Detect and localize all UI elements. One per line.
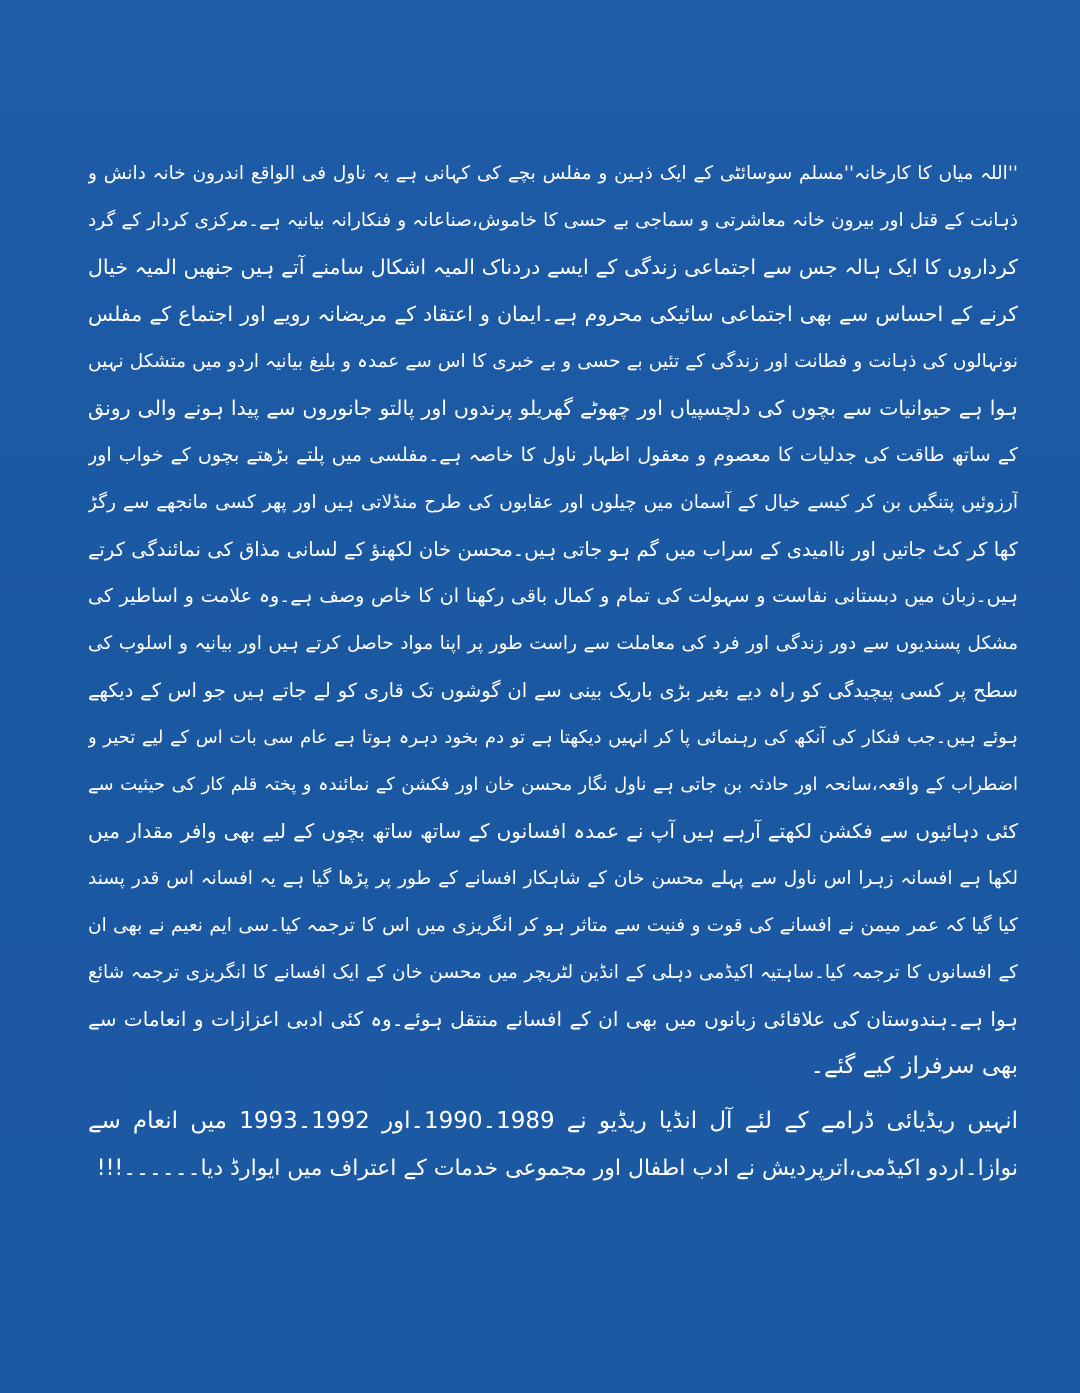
text-line: مشکل پسندیوں سے دور زندگی اور فرد کی معاملت سے راست طور پر اپنا مواد حاصل کرتے ہیں اور بیانیہ و اسلوب کی bbox=[88, 633, 1018, 654]
text-line: کرنے کے احساس سے بھی اجتماعی سائیکی محروم ہے۔ایمان و اعتقاد کے مریضانہ رویے اور اجتماع کے مفلس bbox=[88, 302, 1018, 326]
text-line: کے افسانوں کا ترجمہ کیا۔ساہتیہ اکیڈمی دہلی کے انڈین لٹریچر میں محسن خان کے ایک افسانے کا انگریزی ترجمہ شائع bbox=[88, 962, 1018, 983]
text-line: کھا کر کٹ جاتیں اور ناامیدی کے سراب میں گم ہو جاتی ہیں۔محسن خان لکھنؤ کے لسانی مذاق کی نمائندگی کرتے bbox=[88, 538, 1018, 561]
urdu-text-block bbox=[88, 150, 1018, 1192]
text-line: ہوا ہے حیوانیات سے بچوں کی دلچسپیاں اور چھوٹے گھریلو پرندوں اور پالتو جانوروں سے پیدا ہونے والی رونق bbox=[88, 396, 1018, 420]
text-line: اضطراب کے واقعہ،سانحہ اور حادثہ بن جاتی ہے ناول نگار محسن خان اور فکشن کے نمائندہ و پختہ قلم کار کی حیثیت سے bbox=[88, 774, 1018, 795]
text-line: کرداروں کا ایک ہالہ جس سے اجتماعی زندگی کے ایسے دردناک المیہ اشکال سامنے آتے ہیں جنھیں المیہ خیال bbox=[88, 255, 1018, 279]
text-line: ہوا ہے۔ہندوستان کی علاقائی زبانوں میں بھی ان کے افسانے منتقل ہوئے۔وہ کئی ادبی اعزازات و انعامات سے bbox=[88, 1007, 1018, 1031]
text-line: سطح پر کسی پیچیدگی کو راہ دیے بغیر بڑی باریک بینی سے ان گوشوں تک قاری کو لے جاتے ہیں جو اس کے دیکھے bbox=[88, 679, 1018, 702]
text-line: ذہانت کے قتل اور بیرون خانہ معاشرتی و سماجی بے حسی کا خاموش،صناعانہ و فنکارانہ بیانیہ ہے۔مرکزی کردار کے گرد bbox=[88, 210, 1018, 231]
text-line: کیا گیا کہ عمر میمن نے افسانے کی قوت و فنیت سے متاثر ہو کر انگریزی میں اس کا ترجمہ کیا۔سی ایم نعیم نے بھی ان bbox=[88, 915, 1018, 936]
paragraph-gap bbox=[88, 1090, 1018, 1098]
text-line: کے ساتھ طاقت کی جدلیات کا معصوم و معقول اظہار ناول کا خاصہ ہے۔مفلسی میں پلتے بڑھتے بچوں کے خواب اور bbox=[88, 444, 1018, 466]
text-line: انہیں ریڈیائی ڈرامے کے لئے آل انڈیا ریڈیو نے 1989۔1990۔اور 1992۔1993 میں انعام سے bbox=[88, 1108, 1018, 1134]
text-line: بھی سرفراز کیے گئے۔ bbox=[810, 1053, 1018, 1079]
text-line: نوازا۔اردو اکیڈمی،اترپردیش نے ادب اطفال اور مجموعی خدمات کے اعتراف میں ایوارڈ دیا۔۔۔۔۔۔!!! bbox=[96, 1156, 1018, 1181]
text-line: ''اللہ میاں کا کارخانہ''مسلم سوسائٹی کے ایک ذہین و مفلس بچے کی کہانی ہے یہ ناول فی الواقع اندرون خانہ دانش و bbox=[88, 163, 1018, 184]
text-line: نونہالوں کی ذہانت و فطانت اور زندگی کے تئیں بے حسی و بے خبری کا اس سے عمدہ و بلیغ بیانیہ اردو میں متشکل نہیں bbox=[88, 351, 1018, 372]
paragraph-1 bbox=[88, 150, 1018, 1090]
text-line: کئی دہائیوں سے فکشن لکھتے آرہے ہیں آپ نے عمدہ افسانوں کے ساتھ ساتھ بچوں کے لیے بھی وافر مقدار میں bbox=[88, 819, 1018, 843]
text-line: ہیں۔زبان میں دبستانی نفاست و سہولت کی تمام و کمال باقی رکھنا ان کا خاص وصف ہے۔وہ علامت و اساطیر کی bbox=[88, 585, 1018, 607]
text-line: آرزوئیں پتنگیں بن کر کیسے خیال کے آسمان میں چیلوں اور عقابوں کی طرح منڈلاتی ہیں اور پھر کسی مانجھے سے رگڑ bbox=[88, 492, 1018, 513]
text-line: ہوئے ہیں۔جب فنکار کی آنکھ کی رہنمائی پا کر انہیں دیکھتا ہے تو دم بخود دہرہ ہوتا ہے عام سی بات اس کے لیے تحیر و bbox=[88, 727, 1018, 748]
paragraph-2 bbox=[88, 1098, 1018, 1192]
text-line: لکھا ہے افسانہ زہرا اس ناول سے پہلے محسن خان کے شاہکار افسانے کے طور پر پڑھا گیا ہے یہ افسانہ اس قدر پسند bbox=[88, 868, 1018, 889]
